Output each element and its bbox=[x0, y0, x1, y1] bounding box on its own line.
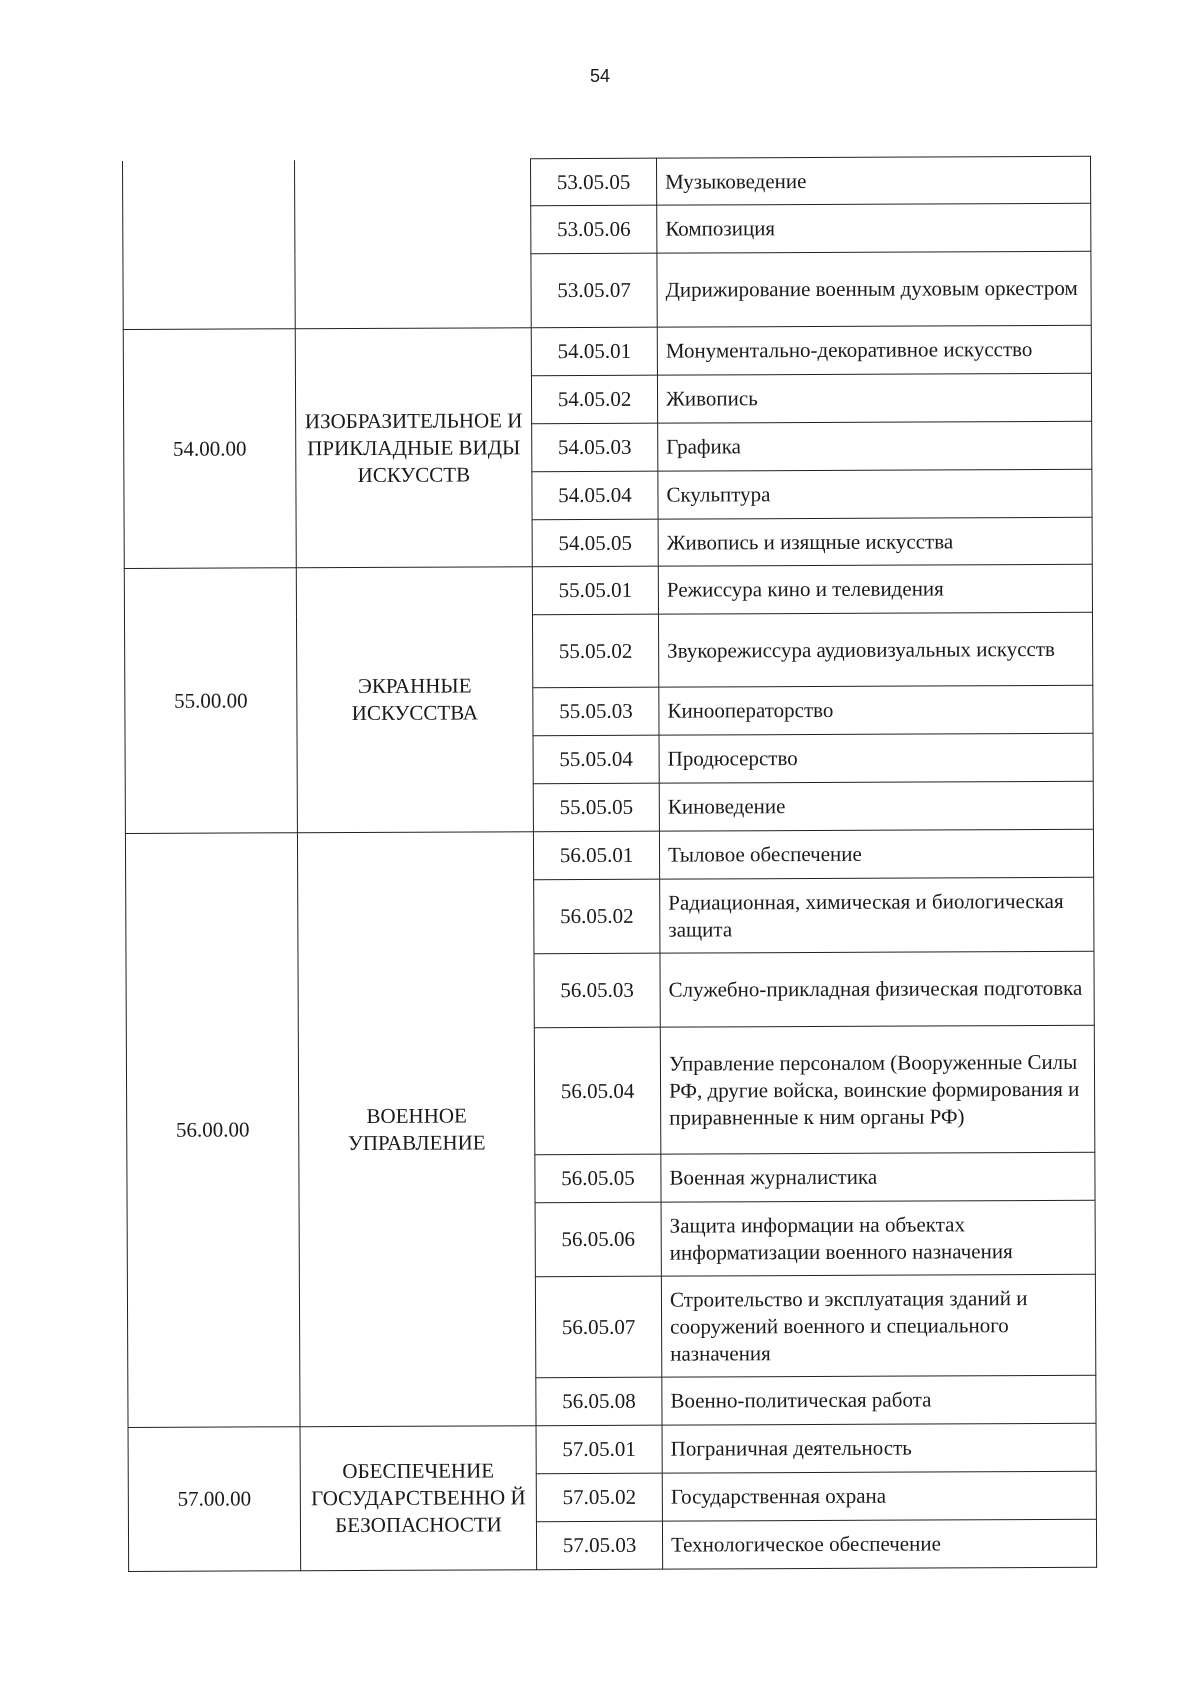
specialty-code-cell: 53.05.05 bbox=[530, 158, 656, 206]
specialty-code-cell: 56.05.05 bbox=[535, 1154, 661, 1203]
specialty-name-cell: Дирижирование военным духовым оркестром bbox=[657, 251, 1091, 327]
specialties-table bbox=[122, 156, 1097, 1572]
specialty-code-cell: 54.05.02 bbox=[531, 375, 657, 424]
specialty-name-cell: Строительство и эксплуатация зданий и сооружений военного и специального назначения bbox=[661, 1274, 1095, 1377]
specialty-name-cell: Режиссура кино и телевидения bbox=[658, 564, 1092, 614]
specialty-code-cell: 57.05.03 bbox=[536, 1521, 662, 1570]
specialty-code-cell: 56.05.01 bbox=[533, 831, 659, 880]
specialty-code-cell: 56.05.07 bbox=[535, 1276, 661, 1378]
group-code-cell: 57.00.00 bbox=[128, 1427, 301, 1572]
specialty-code-cell: 56.05.03 bbox=[534, 953, 660, 1028]
specialty-name-cell: Продюсерство bbox=[659, 733, 1093, 783]
specialty-code-cell: 55.05.05 bbox=[533, 783, 659, 832]
specialty-code-cell: 56.05.08 bbox=[536, 1377, 662, 1426]
table-row bbox=[128, 1423, 1096, 1475]
specialty-name-cell: Технологическое обеспечение bbox=[662, 1519, 1096, 1569]
group-name-cell: ОБЕСПЕЧЕНИЕ ГОСУДАРСТВЕННО Й БЕЗОПАСНОСТИ bbox=[300, 1426, 537, 1571]
specialty-code-cell: 54.05.01 bbox=[531, 327, 657, 376]
table-row bbox=[125, 829, 1093, 881]
specialty-code-cell: 55.05.04 bbox=[533, 735, 659, 784]
specialty-name-cell: Радиационная, химическая и биологическая защита bbox=[660, 877, 1094, 953]
specialty-code-cell: 54.05.03 bbox=[532, 423, 658, 472]
specialty-code-cell: 54.05.04 bbox=[532, 471, 658, 520]
group-name-cell: ЭКРАННЫЕ ИСКУССТВА bbox=[296, 567, 533, 833]
specialty-name-cell: Государственная охрана bbox=[662, 1471, 1096, 1521]
specialty-code-cell: 55.05.02 bbox=[532, 614, 658, 688]
specialty-name-cell: Скульптура bbox=[658, 469, 1092, 519]
group-name-cell: ИЗОБРАЗИТЕЛЬНОЕ И ПРИКЛАДНЫЕ ВИДЫ ИСКУССТВ bbox=[295, 328, 532, 568]
group-name-cell bbox=[295, 159, 532, 329]
specialty-name-cell: Пограничная деятельность bbox=[662, 1423, 1096, 1473]
page-number: 54 bbox=[589, 66, 611, 86]
specialty-code-cell: 56.05.06 bbox=[535, 1202, 661, 1277]
table-body bbox=[123, 156, 1097, 1571]
specialty-code-cell: 53.05.06 bbox=[531, 205, 657, 254]
specialty-code-cell: 54.05.05 bbox=[532, 519, 658, 567]
table-row bbox=[123, 156, 1091, 207]
specialty-code-cell: 57.05.02 bbox=[536, 1473, 662, 1522]
specialty-name-cell: Киноведение bbox=[659, 781, 1093, 831]
group-name-cell: ВОЕННОЕ УПРАВЛЕНИЕ bbox=[297, 832, 536, 1427]
table-row bbox=[123, 325, 1091, 377]
specialty-name-cell: Живопись и изящные искусства bbox=[658, 517, 1092, 566]
specialty-name-cell: Управление персоналом (Вооруженные Силы РФ, другие войска, воинские формирования и приравненные к ним органы РФ) bbox=[660, 1025, 1095, 1154]
specialty-name-cell: Живопись bbox=[657, 373, 1091, 423]
group-code-cell: 54.00.00 bbox=[123, 329, 296, 569]
group-code-cell: 55.00.00 bbox=[124, 568, 297, 834]
specialty-code-cell: 56.05.02 bbox=[534, 879, 660, 954]
specialty-code-cell: 57.05.01 bbox=[536, 1425, 662, 1474]
specialty-name-cell: Графика bbox=[658, 421, 1092, 471]
specialty-name-cell: Военно-политическая работа bbox=[662, 1375, 1096, 1425]
specialty-name-cell: Тыловое обеспечение bbox=[659, 829, 1093, 879]
specialty-name-cell: Кинооператорство bbox=[659, 685, 1093, 735]
specialty-code-cell: 55.05.03 bbox=[533, 687, 659, 736]
specialty-code-cell: 55.05.01 bbox=[532, 566, 658, 615]
specialty-name-cell: Защита информации на объектах информатизации военного назначения bbox=[661, 1200, 1095, 1276]
specialty-code-cell: 53.05.07 bbox=[531, 253, 657, 328]
specialty-name-cell: Звукорежиссура аудиовизуальных искусств bbox=[658, 612, 1092, 687]
table-row bbox=[124, 564, 1092, 616]
group-code-cell bbox=[123, 160, 296, 330]
specialty-name-cell: Музыковедение bbox=[656, 156, 1090, 205]
specialty-name-cell: Монументально-декоративное искусство bbox=[657, 325, 1091, 375]
group-code-cell: 56.00.00 bbox=[125, 833, 300, 1428]
specialty-name-cell: Военная журналистика bbox=[661, 1152, 1095, 1202]
specialty-name-cell: Служебно-прикладная физическая подготовка bbox=[660, 951, 1094, 1027]
specialty-code-cell: 56.05.04 bbox=[534, 1027, 661, 1155]
specialty-name-cell: Композиция bbox=[657, 203, 1091, 253]
